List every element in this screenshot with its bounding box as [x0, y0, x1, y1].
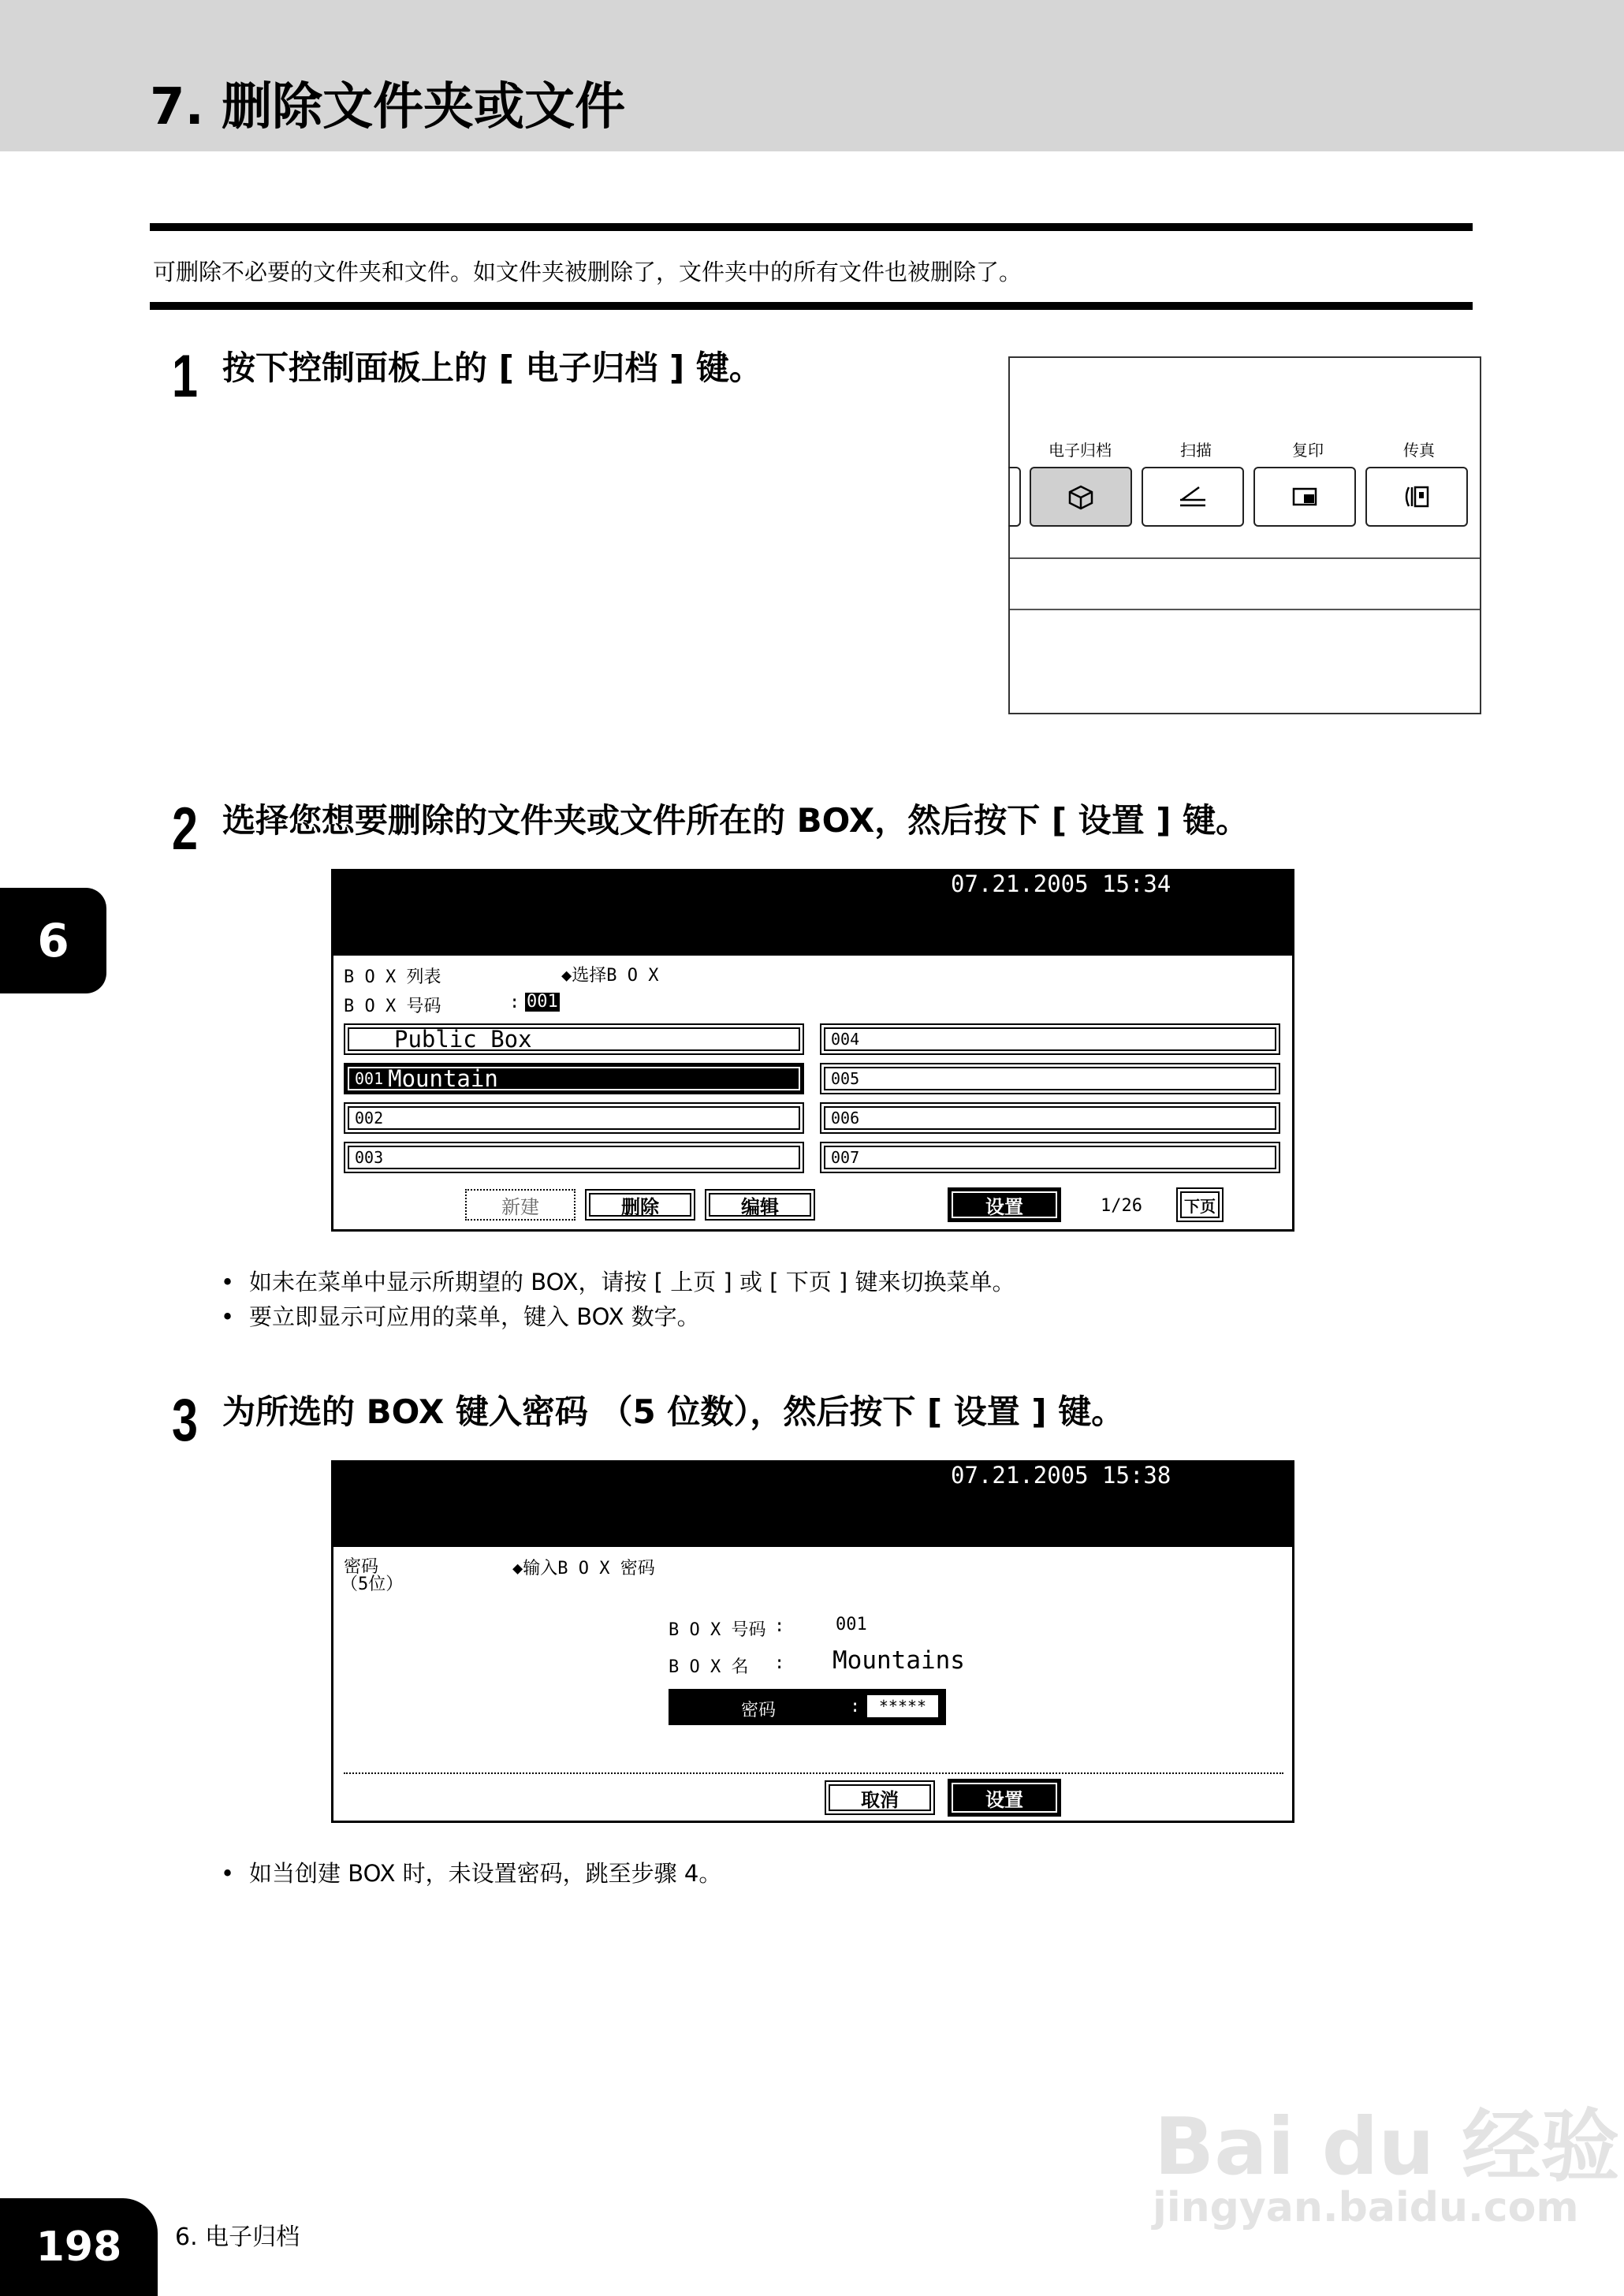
watermark-logo: Bai du 经验 — [1154, 2100, 1620, 2193]
password-label-line1: 密码 — [344, 1557, 379, 1577]
box-name-value: Mountains — [832, 1646, 965, 1675]
box-button-004[interactable]: 004 — [820, 1023, 1280, 1055]
screen2-divider — [344, 1772, 1283, 1774]
box-button-public[interactable]: Public Box — [344, 1023, 804, 1055]
box-button-002[interactable]: 002 — [344, 1102, 804, 1134]
panel-label-efiling: 电子归档 — [1049, 441, 1112, 460]
control-panel-illustration — [1008, 356, 1481, 714]
box-number-label: B O X 号码 — [344, 997, 441, 1016]
box-no-value: 001 — [836, 1615, 867, 1634]
fax-icon — [1399, 479, 1434, 514]
panel-divider-2 — [1010, 609, 1480, 610]
box-button-001[interactable]: 001 Mountain — [344, 1063, 804, 1094]
e-filing-box-icon — [1063, 479, 1098, 514]
intro-text: 可删除不必要的文件夹和文件。如文件夹被删除了，文件夹中的所有文件也被删除了。 — [153, 259, 1022, 285]
screen1-datetime: 07.21.2005 15:34 — [951, 870, 1171, 897]
box-no-sep: : — [774, 1616, 785, 1636]
step-3-number: 3 — [172, 1387, 198, 1454]
note-1: • 如未在菜单中显示所期望的 BOX，请按 [ 上页 ] 或 [ 下页 ] 键来切换菜单。 — [221, 1269, 1015, 1295]
panel-label-scan: 扫描 — [1180, 441, 1212, 460]
new-button[interactable]: 新建 — [465, 1189, 575, 1221]
panel-label-fax: 传真 — [1403, 441, 1435, 460]
note-3: • 如当创建 BOX 时，未设置密码，跳至步骤 4。 — [221, 1860, 722, 1887]
fax-button[interactable] — [1365, 467, 1468, 527]
step-1-text: 按下控制面板上的 [ 电子归档 ] 键。 — [222, 348, 762, 387]
screen1-prompt: ◆选择B O X — [561, 966, 659, 986]
edit-button[interactable]: 编辑 — [705, 1189, 815, 1221]
scan-button[interactable] — [1142, 467, 1244, 527]
box-number-input[interactable]: 001 — [527, 992, 558, 1012]
screen2-datetime: 07.21.2005 15:38 — [951, 1462, 1171, 1489]
box-button-003[interactable]: 003 — [344, 1142, 804, 1173]
intro-rule — [150, 302, 1473, 310]
set-button-2[interactable]: 设置 — [948, 1779, 1061, 1817]
next-page-button[interactable]: 下页 — [1176, 1187, 1224, 1222]
panel-divider-1 — [1010, 557, 1480, 559]
page-title: 7. 删除文件夹或文件 — [150, 78, 626, 136]
step-1-number: 1 — [172, 343, 198, 410]
watermark-url: jingyan.baidu.com — [1153, 2184, 1579, 2231]
password-field-sep: : — [850, 1697, 861, 1716]
page-number: 198 — [0, 2198, 158, 2296]
cancel-button[interactable]: 取消 — [825, 1780, 935, 1815]
box-no-label: B O X 号码 — [669, 1620, 766, 1640]
page-indicator: 1/26 — [1101, 1196, 1142, 1216]
scan-icon — [1175, 479, 1210, 514]
footer-section: 6. 电子归档 — [175, 2223, 300, 2251]
password-label-line2: （5位） — [341, 1575, 404, 1594]
box-button-005[interactable]: 005 — [820, 1063, 1280, 1094]
password-field-label: 密码 — [741, 1701, 777, 1720]
box-list-label: B O X 列表 — [344, 967, 441, 987]
top-rule — [150, 223, 1473, 231]
partial-button — [1008, 467, 1021, 527]
step-2-text: 选择您想要删除的文件夹或文件所在的 BOX，然后按下 [ 设置 ] 键。 — [222, 801, 1250, 840]
screen2-prompt: ◆输入B O X 密码 — [512, 1559, 655, 1578]
note-2: • 要立即显示可应用的菜单，键入 BOX 数字。 — [221, 1303, 700, 1330]
box-button-007[interactable]: 007 — [820, 1142, 1280, 1173]
box-button-006[interactable]: 006 — [820, 1102, 1280, 1134]
box-number-sep: : — [509, 993, 520, 1012]
box-name-sep: : — [774, 1653, 785, 1673]
copy-button[interactable] — [1253, 467, 1356, 527]
panel-label-copy: 复印 — [1292, 441, 1324, 460]
set-button[interactable]: 设置 — [948, 1187, 1061, 1222]
delete-button[interactable]: 删除 — [585, 1189, 695, 1221]
box-name-label: B O X 名 — [669, 1657, 749, 1677]
step-2-number: 2 — [172, 796, 198, 863]
copy-icon — [1287, 479, 1322, 514]
efiling-button[interactable] — [1030, 467, 1132, 527]
step-3-text: 为所选的 BOX 键入密码 （5 位数），然后按下 [ 设置 ] 键。 — [222, 1392, 1125, 1431]
password-input[interactable]: ***** — [867, 1695, 938, 1717]
chapter-tab: 6 — [0, 888, 106, 993]
